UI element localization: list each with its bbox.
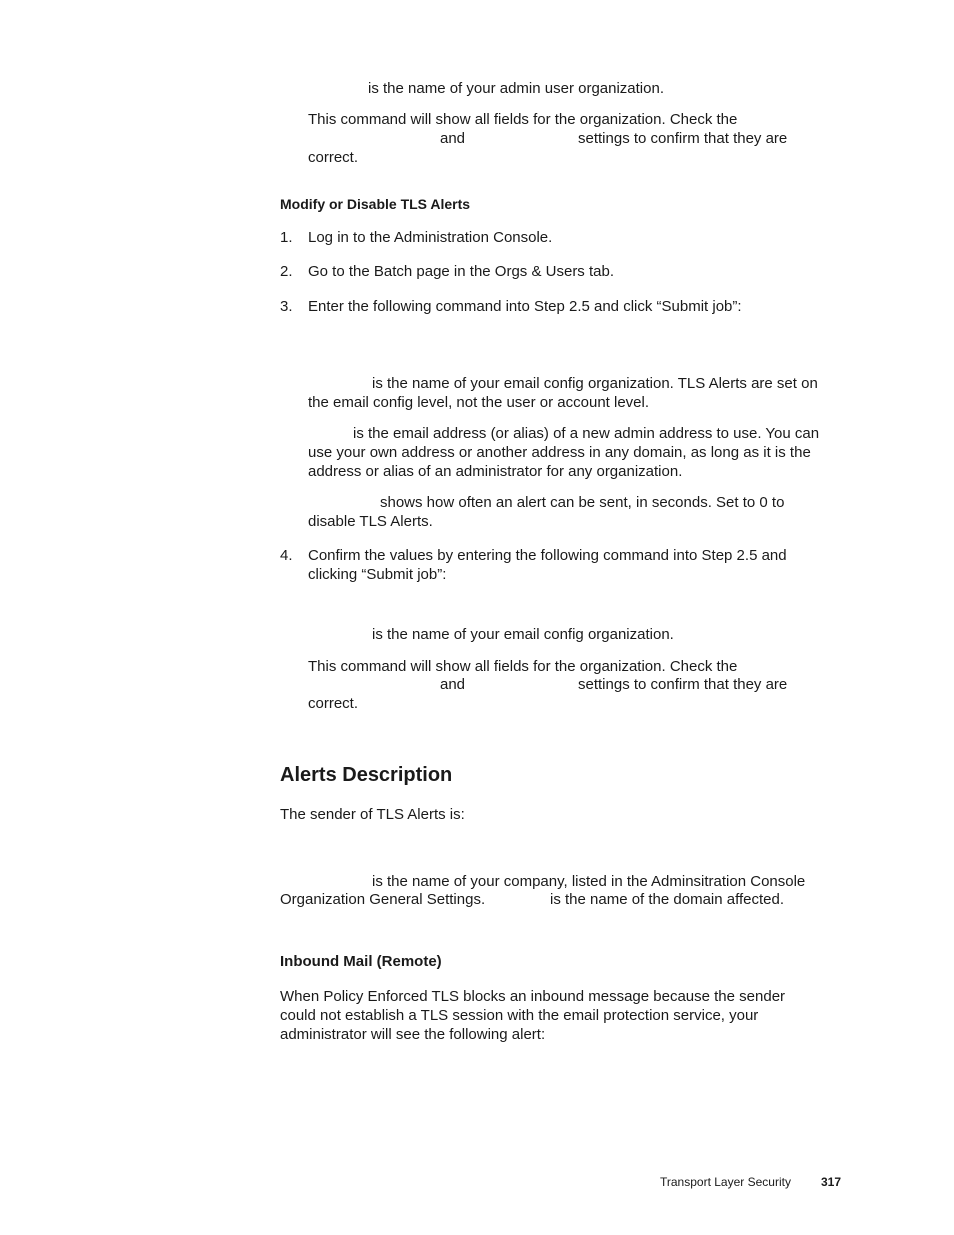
step-4-check-settings: settings to confirm that they are [578, 676, 788, 693]
interval-note-line2: disable TLS Alerts. [308, 513, 433, 530]
check-fields-correct: correct. [308, 149, 359, 166]
step-2-number: 2. [280, 263, 293, 280]
admin-org-note: is the name of your admin user organization. [368, 80, 664, 97]
step-2-text: Go to the Batch page in the Orgs & Users tab. [308, 263, 614, 280]
step-4-number: 4. [280, 547, 293, 564]
step-4-email-config-note: is the name of your email config organization. [372, 626, 674, 643]
step-4-text-line1: Confirm the values by entering the following command into Step 2.5 and [308, 547, 787, 564]
email-address-note-line2: use your own address or another address in any domain, as long as it is the [308, 444, 811, 461]
company-note-line1: is the name of your company, listed in the Adminsitration Console [372, 873, 806, 890]
sender-line: The sender of TLS Alerts is: [280, 806, 465, 823]
step-1-text: Log in to the Administration Console. [308, 229, 553, 246]
alerts-description-heading: Alerts Description [280, 764, 453, 786]
interval-note-line1: shows how often an alert can be sent, in seconds. Set to 0 to [380, 494, 785, 511]
inbound-para-line1: When Policy Enforced TLS blocks an inbound message because the sender [280, 988, 786, 1005]
step-1-number: 1. [280, 229, 293, 246]
inbound-para-line2: could not establish a TLS session with the email protection service, your [280, 1007, 759, 1024]
step-4-check-correct: correct. [308, 695, 359, 712]
step-3-text: Enter the following command into Step 2.5 and click “Submit job”: [308, 298, 742, 315]
email-config-note-line2: the email config level, not the user or account level. [308, 394, 650, 411]
email-address-note-line3: address or alias of an administrator for any organization. [308, 463, 683, 480]
step-4-text-line2: clicking “Submit job”: [308, 566, 447, 583]
company-note-line2a: Organization General Settings. [280, 891, 486, 908]
modify-tls-alerts-heading: Modify or Disable TLS Alerts [280, 196, 471, 212]
check-fields-line1: This command will show all fields for the organization. Check the [308, 111, 738, 128]
step-3-number: 3. [280, 298, 293, 315]
email-address-note-line1: is the email address (or alias) of a new admin address to use. You can [353, 425, 820, 442]
page-number: 317 [821, 1175, 842, 1189]
step-4-check-and: and [440, 676, 466, 693]
company-note-line2b: is the name of the domain affected. [550, 891, 785, 908]
inbound-para-line3: administrator will see the following alert: [280, 1026, 546, 1043]
check-fields-and: and [440, 130, 466, 147]
step-4-check-line1: This command will show all fields for the organization. Check the [308, 658, 738, 675]
footer-title: Transport Layer Security [660, 1175, 791, 1189]
email-config-note-line1: is the name of your email config organization. TLS Alerts are set on [372, 375, 818, 392]
check-fields-settings: settings to confirm that they are [578, 130, 788, 147]
inbound-mail-heading: Inbound Mail (Remote) [280, 953, 442, 970]
